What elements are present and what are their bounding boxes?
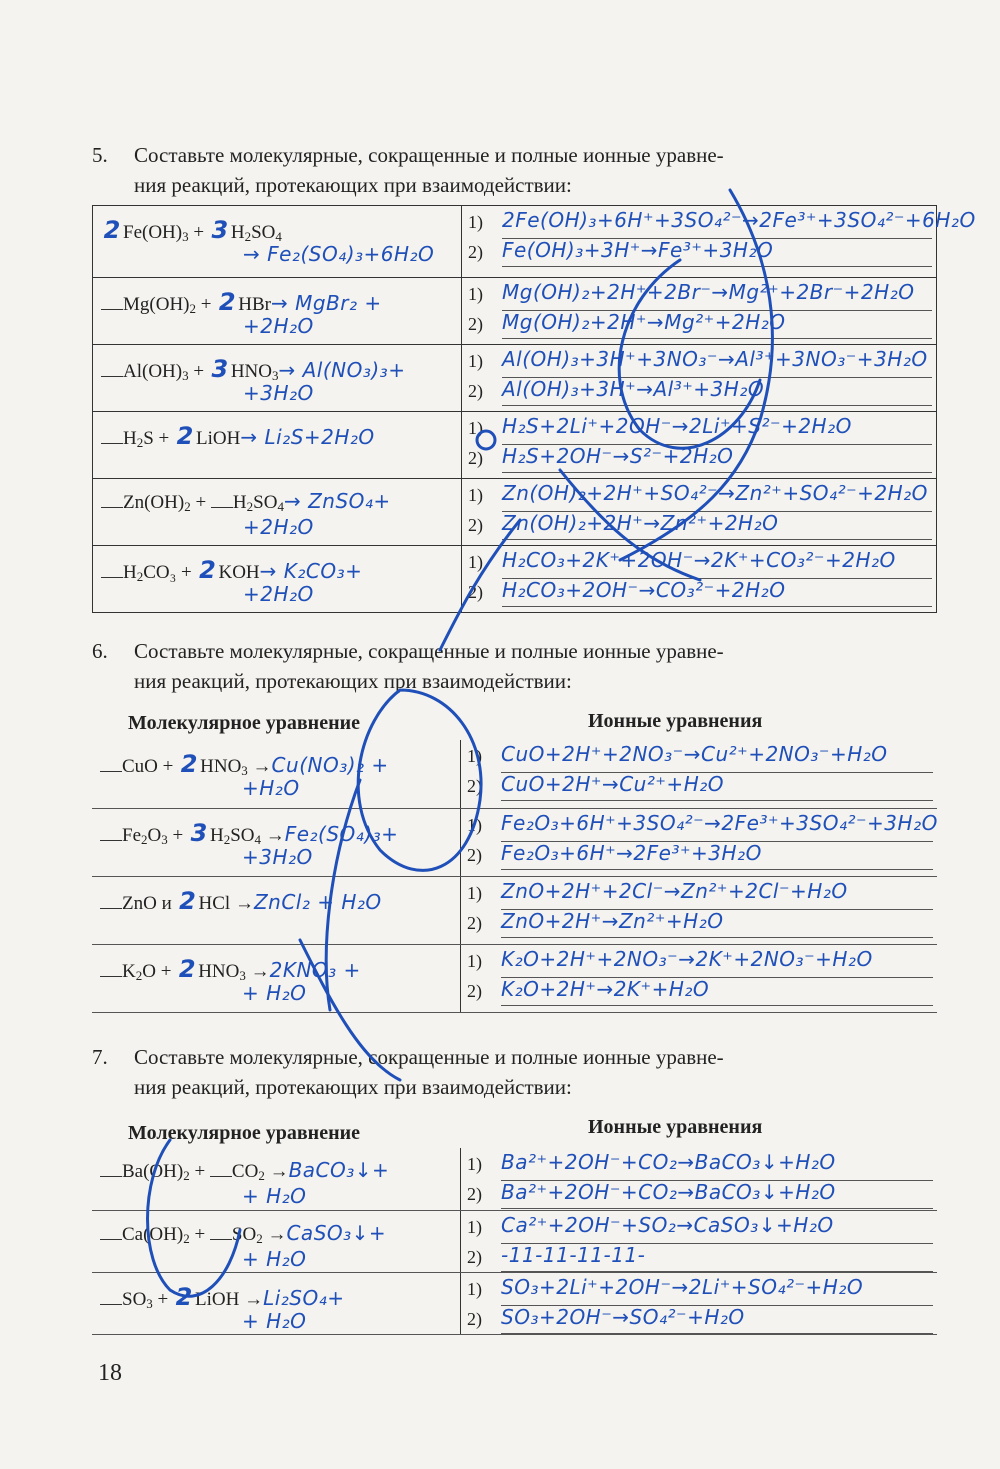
task-text-line1: Составьте молекулярные, сокращенные и полные ионные уравне- <box>134 1045 724 1069</box>
subscript: 2 <box>258 1168 265 1183</box>
reactant-part: SO <box>253 492 278 513</box>
full-ionic-equation <box>501 1150 933 1181</box>
full-ionic-equation <box>501 947 933 978</box>
handwritten-ionic: Al(OH)₃+3H⁺+3NO₃⁻→Al³⁺+3NO₃⁻+3H₂O <box>502 347 928 371</box>
arrow: → <box>247 756 272 777</box>
reactant: HBr <box>238 294 271 315</box>
header-ionic: Ионные уравнения <box>588 1116 763 1138</box>
arrow: → <box>262 1223 287 1245</box>
reactant: Fe <box>122 824 141 846</box>
coefficient-blank <box>210 1221 232 1240</box>
coefficient: 2 <box>199 556 216 584</box>
handwritten-product: → ZnSO₄+ <box>283 489 391 513</box>
subscript: 4 <box>275 229 282 244</box>
task-number: 6. <box>92 639 108 663</box>
reaction-row <box>92 808 937 876</box>
full-ionic-equation <box>502 548 932 579</box>
handwritten-product: 2KNO₃ + <box>269 957 361 982</box>
handwritten-ionic: CuO+2H⁺+2NO₃⁻→Cu²⁺+2NO₃⁻+H₂O <box>501 742 888 766</box>
handwritten-product: BaCO₃↓+ <box>288 1158 390 1182</box>
coefficient-blank <box>101 559 123 578</box>
subscript: 2 <box>135 967 143 983</box>
plus-sign: + <box>157 756 179 777</box>
handwritten-ionic: Fe₂O₃+6H⁺→2Fe³⁺+3H₂O <box>501 840 762 865</box>
subscript: 2 <box>183 1168 190 1183</box>
handwritten-ionic: H₂CO₃+2K⁺+2OH⁻→2K⁺+CO₃²⁻+2H₂O <box>502 548 896 572</box>
reactant: HNO <box>230 361 272 382</box>
full-ionic-equation <box>501 742 933 773</box>
reactant: SO <box>122 1288 147 1310</box>
task-7-table <box>92 1148 937 1335</box>
handwritten-product: +2H₂O <box>243 582 314 606</box>
ionic-equations-cell <box>462 479 937 546</box>
handwritten-product: +2H₂O <box>243 515 314 539</box>
molecular-equation <box>101 422 375 451</box>
reaction-row <box>93 345 937 412</box>
molecular-equation-cell <box>93 546 462 613</box>
reactant: Zn(OH) <box>123 492 185 513</box>
subscript: 2 <box>183 1230 190 1246</box>
handwritten-ionic: Zn(OH)₂+2H⁺→Zn²⁺+2H₂O <box>502 511 779 535</box>
handwritten-ionic: Fe₂O₃+6H⁺+3SO₄²⁻→2Fe³⁺+3SO₄²⁻+3H₂O <box>501 810 938 835</box>
arrow: → <box>239 1288 264 1310</box>
subscript: 2 <box>141 831 148 847</box>
handwritten-ionic: Ba²⁺+2OH⁻+CO₂→BaCO₃↓+H₂O <box>501 1180 836 1204</box>
coefficient: 3 <box>211 355 229 383</box>
handwritten-ionic: ZnO+2H⁺+2Cl⁻→Zn²⁺+2Cl⁻+H₂O <box>501 878 848 903</box>
plus-sign: + <box>188 361 209 382</box>
plus-sign: + <box>196 294 217 315</box>
molecular-equation-cell <box>92 740 461 808</box>
plus-sign: + <box>167 824 188 846</box>
handwritten-ionic: Al(OH)₃+3H⁺→Al³⁺+3H₂O <box>502 377 765 401</box>
line-number-1: 1) <box>467 814 482 835</box>
reaction-row <box>93 479 937 546</box>
reactant: H <box>209 824 224 846</box>
coefficient-blank <box>101 291 123 310</box>
short-ionic-equation <box>502 238 932 267</box>
coefficient-blank <box>100 890 122 909</box>
line-number-1: 1) <box>468 284 483 304</box>
plus-sign: + <box>155 960 177 982</box>
task-number: 7. <box>92 1045 108 1069</box>
handwritten-product: Fe₂(SO₄)₃+ <box>284 821 399 846</box>
molecular-equation <box>101 556 362 585</box>
molecular-equation <box>101 489 391 515</box>
subscript: 3 <box>272 368 279 383</box>
subscript: 3 <box>182 368 189 383</box>
reaction-row <box>92 1148 937 1210</box>
molecular-equation <box>101 216 282 245</box>
molecular-equation-cell <box>92 876 461 944</box>
ionic-equations-cell <box>461 944 938 1012</box>
handwritten-product: → Li₂S+2H₂O <box>240 425 375 449</box>
reactant-part: O <box>147 824 162 846</box>
arrow: → <box>264 1161 289 1182</box>
task-6-statement <box>92 636 937 696</box>
plus-sign: + <box>189 1223 210 1245</box>
reactant: HNO <box>198 960 240 982</box>
short-ionic-equation <box>501 772 933 801</box>
reactant: KOH <box>218 562 260 583</box>
handwritten-product-continued <box>243 515 314 540</box>
full-ionic-equation <box>501 1213 933 1244</box>
handwritten-ionic: H₂CO₃+2OH⁻→CO₃²⁻+2H₂O <box>502 578 786 602</box>
line-number-1: 1) <box>467 746 482 766</box>
task-text-line2: ния реакций, протекающих при взаимодействии: <box>134 173 572 197</box>
reactant-part: SO <box>230 824 255 846</box>
subscript: 2 <box>189 301 196 316</box>
plus-sign: + <box>152 1288 174 1310</box>
handwritten-ionic: Zn(OH)₂+2H⁺+SO₄²⁻→Zn²⁺+SO₄²⁻+2H₂O <box>502 481 928 505</box>
ionic-equations-cell <box>462 345 937 412</box>
header-molecular: Молекулярное уравнение <box>128 1122 361 1144</box>
line-number-2: 2) <box>467 912 482 933</box>
line-number-2: 2) <box>467 1184 482 1204</box>
line-number-2: 2) <box>467 776 482 796</box>
line-number-2: 2) <box>467 1308 482 1329</box>
coefficient-blank <box>101 425 123 444</box>
molecular-equation-cell <box>92 808 461 876</box>
handwritten-ionic: H₂S+2Li⁺+2OH⁻→2Li⁺+S²⁻+2H₂O <box>502 414 852 438</box>
ionic-equations-cell <box>462 412 937 479</box>
coefficient-blank <box>100 958 122 977</box>
task-5-statement <box>92 140 937 200</box>
header-molecular: Молекулярное уравнение <box>128 712 361 734</box>
plus-sign: CO₃ + <box>143 562 197 583</box>
handwritten-ionic: CuO+2H⁺→Cu²⁺+H₂O <box>501 772 724 796</box>
plus-sign: + <box>188 222 209 243</box>
reaction-row <box>92 944 937 1012</box>
handwritten-product: → K₂CO₃+ <box>259 559 363 583</box>
ionic-equations-cell <box>462 278 937 345</box>
task-number: 5. <box>92 143 108 167</box>
line-number-2: 2) <box>467 980 482 1001</box>
task-7-statement <box>92 1042 937 1102</box>
short-ionic-equation <box>501 909 933 938</box>
line-number-2: 2) <box>468 381 483 401</box>
ionic-equations-cell <box>461 876 938 944</box>
handwritten-product-continued <box>243 381 314 406</box>
handwritten-product: +3H₂O <box>242 844 313 869</box>
coefficient: 2 <box>103 216 121 244</box>
short-ionic-equation <box>501 1305 933 1334</box>
subscript: 2 <box>136 435 144 450</box>
handwritten-product: +H₂O <box>242 776 300 800</box>
line-number-1: 1) <box>467 950 482 971</box>
handwritten-ionic: Ba²⁺+2OH⁻+CO₂→BaCO₃↓+H₂O <box>501 1150 836 1174</box>
molecular-equation <box>100 1283 345 1312</box>
handwritten-product-continued <box>242 1247 306 1272</box>
molecular-equation <box>100 1221 386 1247</box>
molecular-equation-cell <box>93 345 462 412</box>
coefficient-blank <box>100 1221 122 1240</box>
subscript: 3 <box>161 831 168 847</box>
reactant: LiOH <box>195 1288 240 1310</box>
line-number-1: 1) <box>467 1278 482 1299</box>
coefficient: 2 <box>175 1282 193 1311</box>
subscript: 3 <box>241 763 248 778</box>
line-number-1: 1) <box>468 212 483 232</box>
handwritten-ionic: Mg(OH)₂+2H⁺→Mg²⁺+2H₂O <box>502 310 786 334</box>
handwritten-product-continued <box>242 776 300 801</box>
coefficient-blank <box>101 358 123 377</box>
short-ionic-equation <box>501 1180 933 1209</box>
handwritten-product: → Al(NO₃)₃+ <box>278 358 406 382</box>
reactant: Al(OH) <box>123 361 183 382</box>
reactant-part: O <box>142 960 156 982</box>
handwritten-ionic: ZnO+2H⁺→Zn²⁺+H₂O <box>501 908 724 933</box>
line-number-2: 2) <box>468 314 483 334</box>
handwritten-ionic: 2Fe(OH)₃+6H⁺+3SO₄²⁻→2Fe³⁺+3SO₄²⁻+6H₂O <box>502 208 976 232</box>
handwritten-product: CaSO₃↓+ <box>286 1220 387 1245</box>
handwritten-product-continued <box>243 582 314 607</box>
short-ionic-equation <box>502 578 932 607</box>
plus-sign: S + <box>143 428 175 449</box>
line-number-2: 2) <box>468 582 483 602</box>
task-5-table <box>92 205 976 613</box>
handwritten-product: +2H₂O <box>243 314 314 338</box>
molecular-equation <box>100 887 382 915</box>
reactant: CO <box>231 1161 259 1182</box>
subscript: 2 <box>256 1230 263 1246</box>
reactant: Ca(OH) <box>122 1223 184 1245</box>
handwritten-product: Li₂SO₄+ <box>263 1285 345 1310</box>
line-number-1: 1) <box>468 485 483 505</box>
molecular-equation <box>100 1158 389 1184</box>
handwritten-ionic: SO₃+2Li⁺+2OH⁻→2Li⁺+SO₄²⁻+H₂O <box>501 1274 864 1299</box>
reaction-row <box>92 740 937 808</box>
coefficient-blank <box>100 822 122 841</box>
full-ionic-equation <box>502 208 976 239</box>
molecular-equation-cell <box>92 944 461 1012</box>
reactant: HCl <box>198 892 231 914</box>
reaction-row <box>92 1210 937 1272</box>
ionic-equations-cell <box>461 1210 938 1272</box>
short-ionic-equation <box>501 977 933 1006</box>
molecular-equation-cell <box>92 1148 461 1210</box>
reactant: H <box>123 562 137 583</box>
reaction-row <box>92 1272 937 1334</box>
coefficient-blank <box>101 489 123 508</box>
handwritten-product: + H₂O <box>242 1246 307 1271</box>
header-ionic: Ионные уравнения <box>588 710 763 732</box>
subscript: 4 <box>254 831 261 847</box>
ionic-equations-cell <box>461 808 938 876</box>
plus-sign: + <box>190 492 211 513</box>
plus-sign: + <box>189 1161 210 1182</box>
handwritten-product-continued <box>242 981 306 1006</box>
subscript: 2 <box>136 569 144 584</box>
reaction-row <box>92 876 937 944</box>
short-ionic-equation <box>502 377 932 406</box>
coefficient: 3 <box>211 216 229 244</box>
task-text-line1: Составьте молекулярные, сокращенные и полные ионные уравне- <box>134 639 724 663</box>
molecular-equation <box>101 288 382 317</box>
arrow: → <box>230 892 254 914</box>
subscript: 3 <box>146 1295 153 1311</box>
reaction-row <box>93 546 937 613</box>
handwritten-product: +3H₂O <box>243 381 314 405</box>
line-number-2: 2) <box>468 448 483 468</box>
short-ionic-equation <box>501 841 933 870</box>
reactant: Fe(OH) <box>123 222 183 243</box>
handwritten-ionic: SO₃+2OH⁻→SO₄²⁻+H₂O <box>501 1304 745 1329</box>
short-ionic-equation <box>501 1243 933 1272</box>
line-number-2: 2) <box>467 844 482 865</box>
handwritten-ionic: -11-11-11-11- <box>501 1242 646 1267</box>
molecular-equation-cell <box>93 479 462 546</box>
task-text-line1: Составьте молекулярные, сокращенные и полные ионные уравне- <box>134 143 724 167</box>
handwritten-ionic: K₂O+2H⁺+2NO₃⁻→2K⁺+2NO₃⁻+H₂O <box>501 946 873 971</box>
subscript: 3 <box>239 967 246 983</box>
page-number: 18 <box>98 1360 122 1386</box>
ionic-equations-cell <box>461 740 938 808</box>
handwritten-product: + H₂O <box>242 1308 307 1333</box>
short-ionic-equation <box>502 310 932 339</box>
line-number-1: 1) <box>467 882 482 903</box>
handwritten-ionic: Mg(OH)₂+2H⁺+2Br⁻→Mg²⁺+2Br⁻+2H₂O <box>502 280 915 304</box>
reactant: CuO <box>122 756 158 777</box>
coefficient: 2 <box>176 422 194 450</box>
arrow: → <box>245 960 270 982</box>
coefficient: 3 <box>190 818 208 847</box>
full-ionic-equation <box>501 1275 933 1306</box>
subscript: 2 <box>184 499 191 514</box>
reactant: H <box>230 222 245 243</box>
reactant: HNO <box>200 756 242 777</box>
line-number-1: 1) <box>468 552 483 572</box>
reactant: SO <box>231 1223 257 1245</box>
molecular-equation-cell <box>93 278 462 345</box>
handwritten-product-continued <box>242 845 313 870</box>
full-ionic-equation <box>502 347 932 378</box>
coefficient-blank <box>210 1158 232 1177</box>
handwritten-product: Cu(NO₃)₂ + <box>271 753 389 777</box>
subscript: 2 <box>244 229 252 244</box>
handwritten-ionic: Ca²⁺+2OH⁻+SO₂→CaSO₃↓+H₂O <box>501 1212 834 1237</box>
full-ionic-equation <box>501 879 933 910</box>
line-number-1: 1) <box>467 1216 482 1237</box>
reaction-row <box>93 278 937 345</box>
reactant: H <box>232 492 247 513</box>
subscript: 2 <box>246 499 254 514</box>
molecular-equation <box>100 750 389 779</box>
reaction-row <box>93 412 937 479</box>
coefficient-blank <box>211 489 233 508</box>
full-ionic-equation <box>502 280 932 311</box>
molecular-equation <box>100 955 361 984</box>
handwritten-product: + H₂O <box>242 1184 307 1208</box>
ionic-equations-cell <box>461 1148 938 1210</box>
full-ionic-equation <box>502 481 932 512</box>
subscript: 4 <box>277 499 284 514</box>
full-ionic-equation <box>501 810 938 842</box>
task-text-line2: ния реакций, протекающих при взаимодействии: <box>134 669 572 693</box>
reactant: LiOH <box>196 428 241 449</box>
coefficient: 2 <box>178 954 196 983</box>
coefficient: 2 <box>218 288 236 316</box>
handwritten-product: → Fe₂(SO₄)₃+6H₂O <box>243 242 435 266</box>
molecular-equation-cell <box>92 1210 461 1272</box>
handwritten-product-continued <box>243 314 314 339</box>
molecular-equation-cell <box>92 1272 461 1334</box>
line-number-2: 2) <box>468 242 483 262</box>
coefficient: 2 <box>180 750 198 778</box>
reactant: K <box>122 960 136 982</box>
coefficient-blank <box>100 1158 122 1177</box>
short-ionic-equation <box>502 511 932 540</box>
molecular-equation-cell <box>93 206 462 278</box>
line-number-1: 1) <box>468 418 483 438</box>
handwritten-product-continued <box>242 1184 306 1209</box>
coefficient: 2 <box>179 886 196 915</box>
short-ionic-equation <box>502 444 932 473</box>
task-6-table <box>92 740 937 1013</box>
handwritten-ionic: Fe(OH)₃+3H⁺→Fe³⁺+3H₂O <box>502 238 774 262</box>
coefficient-blank <box>100 753 122 772</box>
molecular-equation <box>101 355 405 384</box>
handwritten-ionic: K₂O+2H⁺→2K⁺+H₂O <box>501 976 710 1001</box>
subscript: 2 <box>223 831 231 847</box>
reactant: ZnO и <box>122 892 177 914</box>
line-number-1: 1) <box>468 351 483 371</box>
task-text-line2: ния реакций, протекающих при взаимодействии: <box>134 1075 572 1099</box>
reactant-part: SO <box>251 222 276 243</box>
handwritten-product: + H₂O <box>242 980 307 1005</box>
handwritten-product: → MgBr₂ + <box>270 291 382 315</box>
handwritten-product-continued <box>242 1309 306 1334</box>
full-ionic-equation <box>502 414 932 445</box>
reactant: Mg(OH) <box>123 294 190 315</box>
reaction-row <box>93 206 937 278</box>
line-number-2: 2) <box>467 1246 482 1267</box>
molecular-equation <box>100 819 398 848</box>
handwritten-product: ZnCl₂ + H₂O <box>253 889 382 914</box>
handwritten-product-continued <box>243 242 434 267</box>
reactant: H <box>123 428 137 449</box>
ionic-equations-cell <box>462 546 937 613</box>
arrow: → <box>260 824 285 846</box>
ionic-equations-cell <box>462 206 976 278</box>
line-number-1: 1) <box>467 1154 482 1174</box>
molecular-equation-cell <box>93 412 462 479</box>
subscript: 3 <box>182 229 189 244</box>
handwritten-ionic: H₂S+2OH⁻→S²⁻+2H₂O <box>502 444 734 468</box>
line-number-2: 2) <box>468 515 483 535</box>
ionic-equations-cell <box>461 1272 938 1334</box>
coefficient-blank <box>100 1286 122 1305</box>
reactant: Ba(OH) <box>122 1161 184 1182</box>
